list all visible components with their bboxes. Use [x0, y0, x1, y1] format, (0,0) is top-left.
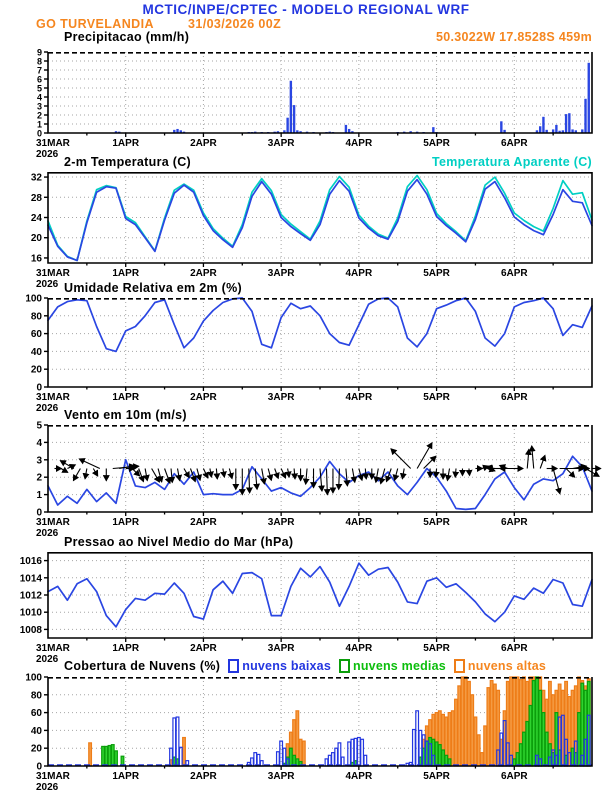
svg-text:31MAR: 31MAR — [36, 392, 70, 403]
svg-text:3APR: 3APR — [267, 138, 295, 149]
svg-text:60: 60 — [30, 708, 42, 720]
svg-text:0: 0 — [36, 382, 42, 394]
svg-text:1012: 1012 — [19, 590, 42, 602]
svg-text:31MAR: 31MAR — [36, 771, 70, 782]
panel-clouds-title: Cobertura de Nuvens (%) — [64, 659, 221, 673]
svg-text:2APR: 2APR — [190, 392, 217, 403]
svg-text:31MAR: 31MAR — [36, 138, 70, 149]
svg-text:31MAR: 31MAR — [36, 643, 70, 654]
svg-text:32: 32 — [30, 172, 42, 184]
svg-text:2: 2 — [36, 472, 42, 484]
svg-text:1016: 1016 — [19, 556, 42, 568]
svg-text:2APR: 2APR — [190, 771, 217, 782]
precipitation-chart — [0, 47, 612, 161]
svg-text:6APR: 6APR — [500, 517, 528, 528]
svg-text:2APR: 2APR — [190, 138, 217, 149]
nuvens-altas-swatch-icon — [454, 659, 465, 673]
svg-text:100: 100 — [25, 293, 42, 305]
svg-text:100: 100 — [25, 672, 42, 684]
svg-text:6APR: 6APR — [500, 138, 528, 149]
svg-text:6APR: 6APR — [500, 392, 528, 403]
svg-text:1010: 1010 — [19, 607, 42, 619]
svg-text:24: 24 — [30, 213, 42, 224]
svg-text:40: 40 — [30, 725, 42, 737]
svg-text:4APR: 4APR — [345, 517, 373, 528]
run-datetime: 31/03/2026 00Z — [188, 17, 282, 31]
panel-wind-title: Vento em 10m (m/s) — [64, 408, 187, 422]
svg-text:3APR: 3APR — [267, 517, 295, 528]
svg-text:7: 7 — [36, 65, 42, 76]
svg-text:0: 0 — [36, 761, 42, 773]
svg-text:6: 6 — [36, 74, 42, 85]
nuvens-medias-label: nuvens medias — [353, 659, 446, 673]
svg-text:1APR: 1APR — [112, 268, 140, 279]
svg-text:20: 20 — [30, 233, 42, 245]
location-coords: 50.3022W 17.8528S 459m — [435, 30, 592, 44]
svg-text:1008: 1008 — [19, 624, 42, 636]
svg-text:5APR: 5APR — [423, 138, 450, 149]
svg-text:1APR: 1APR — [112, 138, 140, 149]
svg-text:0: 0 — [36, 128, 42, 139]
nuvens-medias-swatch-icon — [339, 659, 350, 673]
svg-text:5APR: 5APR — [423, 643, 450, 654]
svg-text:2APR: 2APR — [190, 643, 217, 654]
nuvens-altas-label: nuvens altas — [467, 659, 547, 673]
svg-text:5APR: 5APR — [423, 392, 450, 403]
svg-text:2026: 2026 — [36, 149, 59, 160]
pressure-chart — [0, 552, 612, 666]
svg-text:3: 3 — [36, 455, 42, 467]
svg-text:4: 4 — [36, 92, 42, 103]
svg-text:8: 8 — [36, 56, 42, 67]
svg-text:1APR: 1APR — [112, 771, 140, 782]
svg-text:4: 4 — [36, 437, 42, 449]
svg-text:2: 2 — [36, 110, 42, 121]
svg-text:16: 16 — [30, 253, 42, 265]
svg-text:5APR: 5APR — [423, 771, 450, 782]
apparent-temp-legend: Temperatura Aparente (C) — [431, 155, 592, 169]
svg-text:2026: 2026 — [36, 654, 59, 665]
svg-text:3APR: 3APR — [267, 643, 295, 654]
svg-text:3APR: 3APR — [267, 392, 295, 403]
svg-text:2APR: 2APR — [190, 517, 217, 528]
legend-nuvens-medias — [339, 659, 446, 673]
svg-text:2026: 2026 — [36, 403, 59, 414]
svg-text:80: 80 — [30, 690, 42, 702]
svg-text:3APR: 3APR — [267, 771, 295, 782]
panel-pressure-title: Pressao ao Nivel Medio do Mar (hPa) — [64, 535, 294, 549]
svg-text:31MAR: 31MAR — [36, 268, 70, 279]
svg-text:1APR: 1APR — [112, 643, 140, 654]
svg-text:4APR: 4APR — [345, 138, 373, 149]
svg-text:60: 60 — [30, 329, 42, 341]
svg-text:20: 20 — [30, 743, 42, 755]
svg-text:31MAR: 31MAR — [36, 517, 70, 528]
panel-humidity-title: Umidade Relativa em 2m (%) — [64, 281, 242, 295]
svg-text:2026: 2026 — [36, 279, 59, 290]
svg-text:1014: 1014 — [19, 573, 42, 585]
svg-text:4APR: 4APR — [345, 771, 373, 782]
legend-nuvens-altas — [454, 659, 546, 673]
svg-text:2026: 2026 — [36, 528, 59, 539]
svg-text:4APR: 4APR — [345, 643, 373, 654]
nuvens-baixas-label: nuvens baixas — [242, 659, 331, 673]
svg-text:20: 20 — [30, 364, 42, 376]
svg-text:2APR: 2APR — [190, 268, 217, 279]
station-name: GO TURVELANDIA — [36, 17, 154, 31]
svg-text:4APR: 4APR — [345, 392, 373, 403]
humidity-chart — [0, 293, 612, 415]
svg-text:6APR: 6APR — [500, 268, 528, 279]
temperature-chart — [0, 172, 612, 291]
svg-text:40: 40 — [30, 346, 42, 358]
panel-temp-title: 2-m Temperatura (C) — [64, 155, 192, 169]
svg-text:9: 9 — [36, 47, 42, 58]
svg-text:0: 0 — [36, 507, 42, 519]
svg-text:1APR: 1APR — [112, 517, 140, 528]
panel-precip-title: Precipitacao (mm/h) — [64, 30, 190, 44]
svg-text:6APR: 6APR — [500, 643, 528, 654]
page-title: MCTIC/INPE/CPTEC - MODELO REGIONAL WRF — [142, 2, 470, 17]
svg-text:2026: 2026 — [36, 782, 59, 792]
svg-text:3APR: 3APR — [267, 268, 295, 279]
svg-text:80: 80 — [30, 311, 42, 323]
clouds-chart — [0, 672, 612, 792]
svg-text:28: 28 — [30, 192, 42, 204]
svg-text:1: 1 — [36, 490, 42, 502]
svg-text:4APR: 4APR — [345, 268, 373, 279]
legend-nuvens-baixas — [228, 659, 331, 673]
svg-text:1: 1 — [36, 119, 42, 130]
panel-clouds-header — [64, 659, 546, 673]
svg-text:1APR: 1APR — [112, 392, 140, 403]
svg-text:5APR: 5APR — [423, 517, 450, 528]
svg-text:3: 3 — [36, 101, 42, 112]
nuvens-baixas-swatch-icon — [228, 659, 239, 673]
wind-chart — [0, 420, 612, 540]
svg-text:5: 5 — [36, 420, 42, 432]
svg-text:6APR: 6APR — [500, 771, 528, 782]
svg-text:5APR: 5APR — [423, 268, 450, 279]
svg-text:5: 5 — [36, 83, 42, 94]
